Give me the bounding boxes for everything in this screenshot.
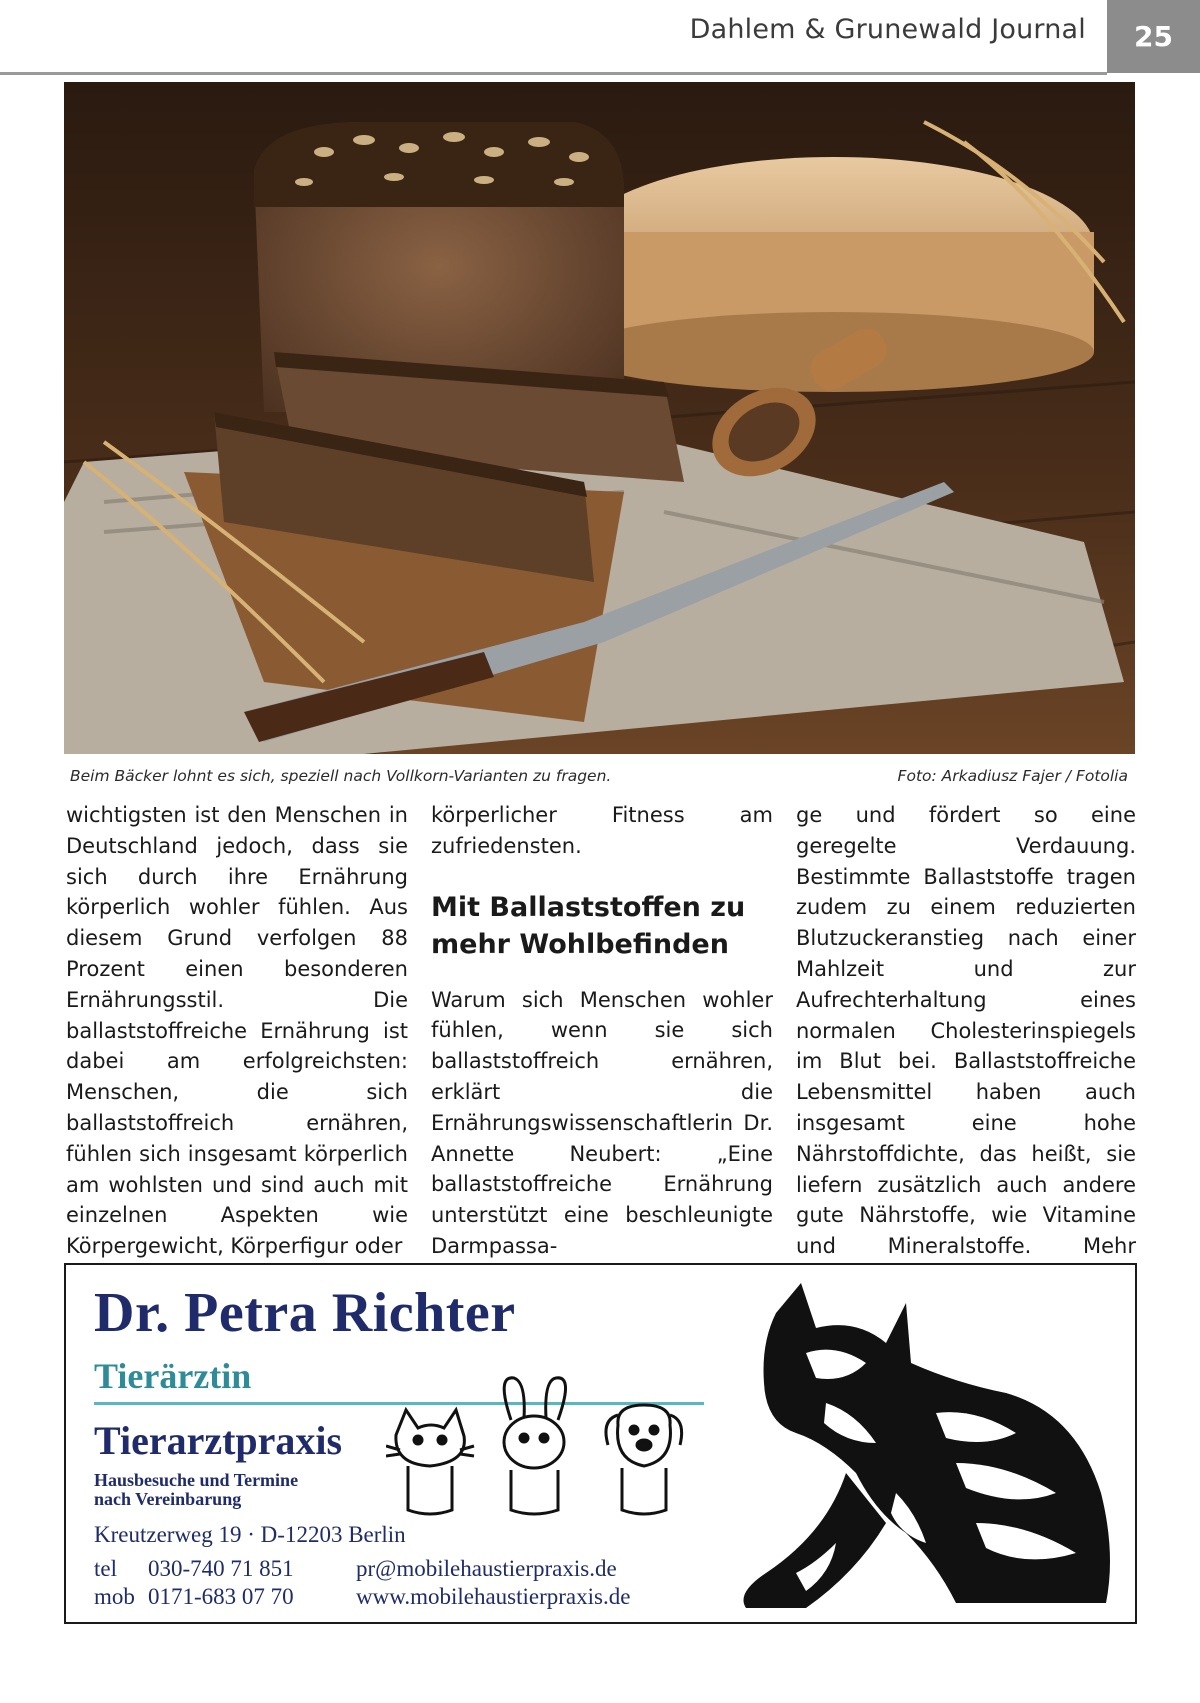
ad-tel-label: tel [94,1556,117,1581]
photo-caption: Beim Bäcker lohnt es sich, speziell nach Vollkorn-Varianten zu fragen. [70,767,612,785]
photo-credit: Foto: Arkadiusz Fajer / Fotolia [897,767,1128,785]
ad-address: Kreutzerweg 19 · D-12203 Berlin [94,1522,406,1547]
ad-hours-line: Hausbesuche und Termine [94,1470,299,1490]
ad-tel[interactable]: 030-740 71 851 [148,1556,294,1581]
ad-website-link[interactable]: www.mobilehaustierpraxis.de [356,1584,631,1609]
article-column-2 [431,800,773,1262]
article-paragraph: ge und fördert so eine geregelte Verdauung. Bestimmte Ballaststoffe tragen zudem zu einem reduzierten Blutzuckeranstieg nach einer Mahlzeit und zur Aufrechterhaltung eines normalen Cholesterinspiegels im Blut bei. Ballaststoffreiche Lebensmittel haben auch insgesamt eine hohe Nährstoffdichte, das heißt, sie liefern zusätzlich auch andere gute Nährstoffe, wie Vitamine und Mineralstoffe. Mehr [796,803,1136,1259]
ad-vet-title: Tierärztin [94,1356,252,1396]
bread-photo [64,82,1135,754]
article-paragraph: körperlicher Fitness am zufriedensten. [431,803,773,858]
cat-illustration-icon [706,1273,1126,1613]
journal-title: Dahlem & Grunewald Journal [689,14,1086,45]
ad-phone-block [94,1555,294,1611]
ad-tel-row [94,1555,294,1583]
ad-hours-line: nach Vereinbarung [94,1489,242,1509]
header-rule [0,72,1107,75]
ad-practice-name: Tierarztpraxis [94,1418,343,1463]
ad-mob[interactable]: 0171-683 07 70 [148,1584,294,1609]
article-column-1 [66,800,408,1262]
cartoon-pets-icon [386,1370,706,1520]
ad-hours [94,1471,354,1509]
article-column-3 [796,800,1136,1293]
vet-advertisement [64,1263,1137,1624]
bread-photo-illustration [64,82,1135,754]
ad-web-block [356,1555,630,1611]
article-subheading: Mit Ballaststoffen zu mehr Wohlbefinden [431,891,746,960]
ad-email-link[interactable]: pr@mobilehaustierpraxis.de [356,1556,617,1581]
ad-mob-row [94,1583,294,1611]
ad-vet-name: Dr. Petra Richter [94,1282,516,1344]
page-number: 25 [1107,0,1200,73]
ad-mob-label: mob [94,1584,135,1609]
article-paragraph: wichtigsten ist den Menschen in Deutschland jedoch, dass sie sich durch ihre Ernährung körperlich wohler fühlen. Aus diesem Grund verfolgen 88 Prozent einen besonderen Ernährungsstil. Die ballaststoffreiche Ernährung ist dabei am erfolgreichsten: Menschen, die sich ballaststoffreich ernähren, fühlen sich insgesamt körperlich am wohlsten und sind auch mit einzelnen Aspekten wie Körpergewicht, Körperfigur oder [66,803,408,1259]
article-paragraph: Warum sich Menschen wohler fühlen, wenn sie sich ballaststoffreich ernähren, erklärt die Ernährungswissenschaftlerin Dr. Annette Neubert: „Eine ballaststoffreiche Ernährung unterstützt eine beschleunigte Darmpassa- [431,987,773,1258]
